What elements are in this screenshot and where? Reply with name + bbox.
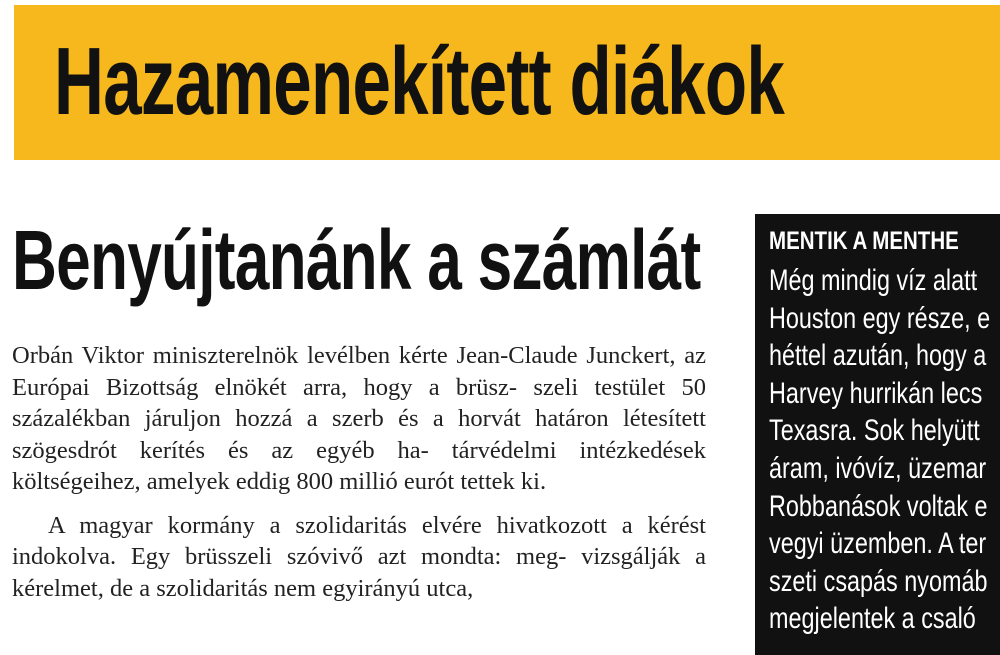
sidebar-box — [755, 214, 1000, 655]
sidebar-heading: MENTIK A MENTHE — [769, 227, 959, 255]
sidebar-line: Texasra. Sok helyütt — [769, 414, 980, 448]
sidebar-line: Még mindig víz alatt — [769, 264, 978, 297]
sidebar-line: Robbanások voltak e — [769, 489, 988, 523]
section-title: Hazamenekített diákok — [54, 28, 785, 135]
article-headline: Benyújtanánk a számlát — [12, 213, 701, 307]
section-banner — [14, 5, 1000, 160]
sidebar-line: megjelentek a csaló — [769, 602, 976, 636]
sidebar-line: Houston egy része, e — [769, 301, 991, 335]
sidebar-line: szeti csapás nyomáb — [769, 564, 988, 598]
sidebar-line: héttel azután, hogy a — [769, 339, 987, 373]
article-paragraph-1: Orbán Viktor miniszterelnök levélben kérte Jean-Claude Junckert, az Európai Bizottság elnökét arra, hogy a brüsz- szeli testület 50 százalékban járuljon hozzá a szerb és a horvát határon létesített szögesdrót kerítés és az egyéb ha- tárvédelmi intézkedések költségeihez, amelyek eddig 800 millió eurót tettek ki. — [12, 342, 706, 495]
sidebar-text — [769, 262, 1000, 638]
sidebar-line: vegyi üzemben. A ter — [769, 527, 987, 561]
sidebar-line: áram, ivóvíz, üzemar — [769, 451, 987, 485]
article-paragraph-2: A magyar kormány a szolidaritás elvére hivatkozott a kérést indokolva. Egy brüsszeli szóvivő azt mondta: meg- vizsgálják a kérelmet, de a szolidaritás nem egyirányú utca, — [12, 511, 706, 602]
sidebar-line: Harvey hurrikán lecs — [769, 376, 983, 410]
article-body — [12, 340, 706, 604]
